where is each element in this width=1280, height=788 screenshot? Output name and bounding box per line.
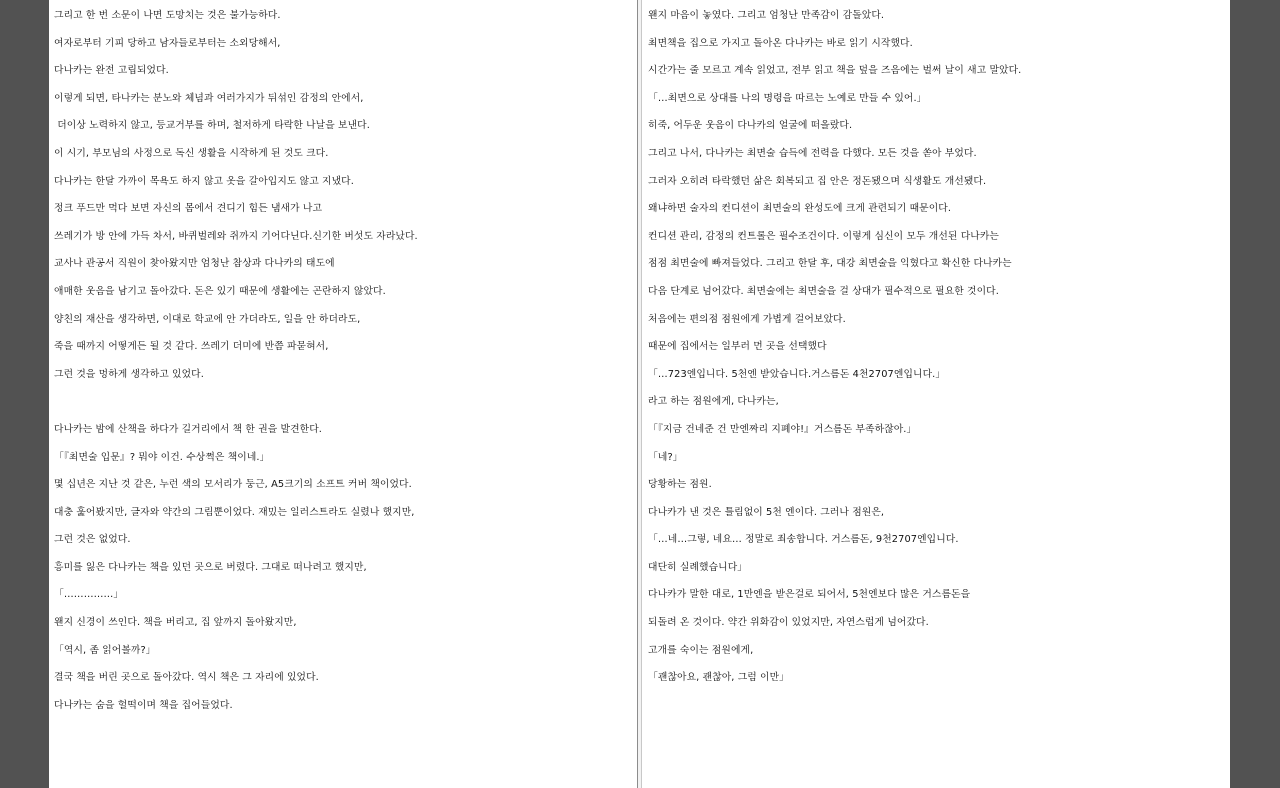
text-line: 다나카는 밤에 산책을 하다가 길거리에서 책 한 권을 발견한다. <box>54 423 323 435</box>
text-line: 이 시기, 부모님의 사정으로 독신 생활을 시작하게 된 것도 크다. <box>54 147 329 159</box>
text-line: 그런 것은 없었다. <box>54 534 131 546</box>
text-line: 「……………」 <box>54 589 124 601</box>
text-line: 「…최면으로 상대를 나의 명령을 따르는 노예로 만들 수 있어.」 <box>648 92 927 104</box>
text-line: 죽을 때까지 어떻게든 될 것 같다. 쓰레기 더미에 반쯤 파묻혀서, <box>54 341 329 353</box>
text-line: 결국 책을 버린 곳으로 돌아갔다. 역시 책은 그 자리에 있었다. <box>54 672 319 684</box>
text-line: 「괜찮아요, 괜찮아, 그럼 이만」 <box>648 672 790 684</box>
text-line: 「네?」 <box>648 451 683 463</box>
text-line: 「역시, 좀 읽어볼까?」 <box>54 644 156 656</box>
text-line: 고개를 숙이는 점원에게, <box>648 644 754 656</box>
text-line: 「…723엔입니다. 5천엔 받았습니다.거스름돈 4천2707엔입니다.」 <box>648 368 946 380</box>
viewer-background-edge <box>1230 0 1280 788</box>
text-line: 다나카는 숨을 헐떡이며 책을 집어들었다. <box>54 699 233 711</box>
text-line <box>54 388 637 416</box>
text-line: 쓰레기가 방 안에 가득 차서, 바퀴벌레와 쥐까지 기어다닌다.신기한 버섯도 자라났다. <box>54 230 418 242</box>
text-line: 그러자 오히려 타락했던 삶은 회복되고 집 안은 정돈됐으며 식생활도 개선됐다. <box>648 175 987 187</box>
text-line: 그리고 나서, 다나카는 최면술 습득에 전력을 다했다. 모든 것을 쏟아 부었다. <box>648 147 977 159</box>
text-line: 다음 단계로 넘어갔다. 최면술에는 최면술을 걸 상대가 필수적으로 필요한 것이다. <box>648 285 999 297</box>
text-line: 되돌려 온 것이다. 약간 위화감이 있었지만, 자연스럽게 넘어갔다. <box>648 617 929 629</box>
text-line: 더이상 노력하지 않고, 등교거부를 하며, 철저하게 타락한 나날을 보낸다. <box>54 120 370 132</box>
text-line: 이렇게 되면, 타나카는 분노와 체념과 여러가지가 뒤섞인 감정의 안에서, <box>54 92 364 104</box>
text-line: 다나카는 완전 고립되었다. <box>54 65 169 77</box>
text-line: 다나카가 말한 대로, 1만엔을 받은걸로 되어서, 5천엔보다 많은 거스름돈을 <box>648 589 971 601</box>
text-line: 대단히 실례했습니다」 <box>648 561 748 573</box>
text-line: 애매한 웃음을 남기고 돌아갔다. 돈은 있기 때문에 생활에는 곤란하지 않았다. <box>54 285 386 297</box>
document-page-right <box>642 0 1230 788</box>
text-line: 왠지 마음이 놓였다. 그리고 엄청난 만족감이 감돌았다. <box>648 10 885 21</box>
text-line: 때문에 집에서는 일부러 먼 곳을 선택했다 <box>648 341 827 353</box>
text-line: 히죽, 어두운 웃음이 다나카의 얼굴에 떠올랐다. <box>648 120 853 132</box>
text-line: 라고 하는 점원에게, 다나카는, <box>648 396 779 408</box>
text-line: 몇 십년은 지난 것 같은, 누런 색의 모서리가 둥근, A5크기의 소프트 커버 책이었다. <box>54 479 412 491</box>
text-line: 그리고 한 번 소문이 나면 도망치는 것은 불가능하다. <box>54 10 281 21</box>
text-line: 최면책을 집으로 가지고 돌아온 다나카는 바로 읽기 시작했다. <box>648 37 913 49</box>
text-line: 왠지 신경이 쓰인다. 책을 버리고, 집 앞까지 돌아왔지만, <box>54 617 297 629</box>
text-line: 컨디션 관리, 감정의 컨트롤은 필수조건이다. 이렇게 심신이 모두 개선된 다나카는 <box>648 230 999 242</box>
text-line: 그런 것을 멍하게 생각하고 있었다. <box>54 368 204 380</box>
text-line: 「…네…그렇, 네요… 정말로 죄송합니다. 거스름돈, 9천2707엔입니다. <box>648 534 959 546</box>
text-line: 당황하는 점원. <box>648 479 712 491</box>
text-line: 시간가는 줄 모르고 계속 읽었고, 전부 읽고 책을 덮을 즈음에는 벌써 날이 새고 말았다. <box>648 65 1022 77</box>
text-line: 교사나 관공서 직원이 찾아왔지만 엄청난 참상과 다나카의 태도에 <box>54 258 335 270</box>
text-line: 왜냐하면 술자의 컨디션이 최면술의 완성도에 크게 관련되기 때문이다. <box>648 203 952 215</box>
text-line: 다나카가 낸 것은 틀림없이 5천 엔이다. 그러나 점원은, <box>648 506 885 518</box>
text-line: 「『지금 건네준 건 만엔짜리 지폐야!』거스름돈 부족하잖아.」 <box>648 423 917 435</box>
text-line: 다나카는 한달 가까이 목욕도 하지 않고 옷을 갈아입지도 않고 지냈다. <box>54 175 354 187</box>
document-page-left <box>49 0 637 788</box>
text-line: 점점 최면술에 빠져들었다. 그리고 한달 후, 대강 최면술을 익혔다고 확신한 다나카는 <box>648 258 1012 270</box>
text-line: 양친의 재산을 생각하면, 이대로 학교에 안 가더라도, 일을 안 하더라도, <box>54 313 361 325</box>
text-line: 흥미를 잃은 다나카는 책을 있던 곳으로 버렸다. 그대로 떠나려고 했지만, <box>54 561 367 573</box>
text-line: 처음에는 편의점 점원에게 가볍게 걸어보았다. <box>648 313 846 325</box>
text-line: 여자로부터 기피 당하고 남자들로부터는 소외당해서, <box>54 37 281 49</box>
text-line: 「『최면술 입문』? 뭐야 이건. 수상쩍은 책이네.」 <box>54 451 270 463</box>
text-line: 정크 푸드만 먹다 보면 자신의 몸에서 견디기 힘든 냄새가 나고 <box>54 203 323 215</box>
text-line: 대충 훑어봤지만, 글자와 약간의 그림뿐이었다. 재밌는 일러스트라도 실렸나 했지만, <box>54 506 415 518</box>
